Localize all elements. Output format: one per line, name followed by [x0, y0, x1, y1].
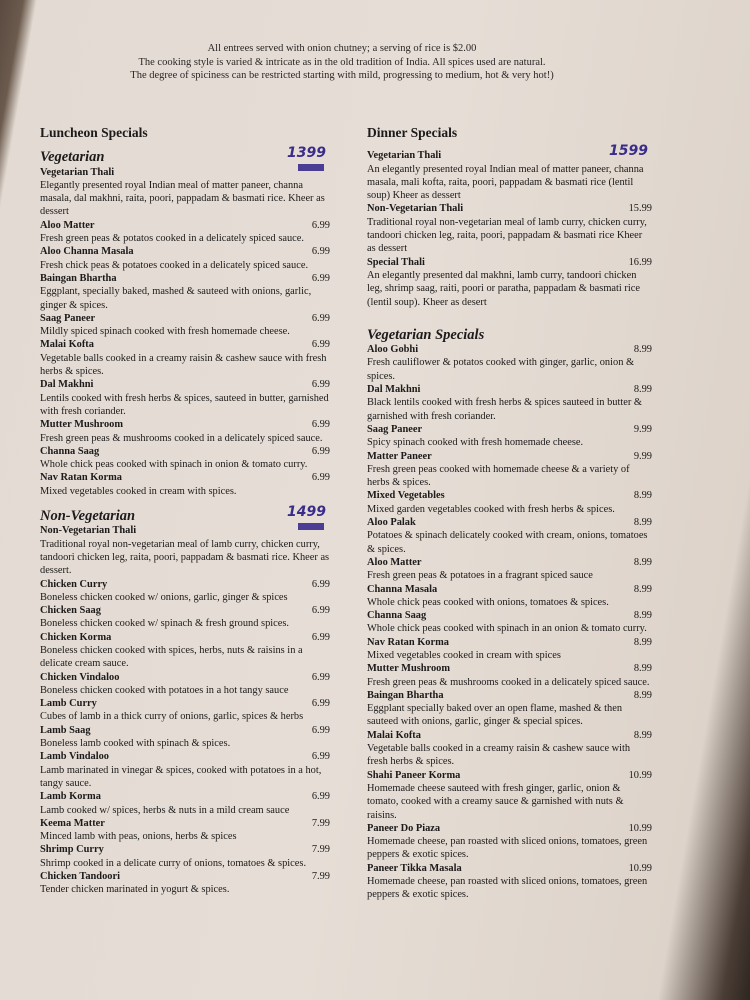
menu-item [367, 822, 652, 862]
item-price: 15.99 [628, 203, 652, 215]
item-name: Chicken Curry [40, 578, 108, 590]
item-price: 8.99 [633, 556, 652, 568]
section-title: Dinner Specials [367, 125, 458, 140]
item-name: Channa Masala [367, 583, 438, 595]
menu-item [367, 862, 652, 902]
menu-item [367, 769, 652, 822]
item-description: Boneless chicken cooked w/ onions, garlic, ginger & spices [40, 591, 288, 603]
item-name: Shrimp Curry [40, 844, 104, 856]
item-price: 6.99 [311, 578, 330, 590]
menu-item [40, 870, 330, 897]
item-name: Malai Kofta [40, 339, 94, 351]
handwritten-price: 1399 [287, 145, 326, 162]
item-price: 6.99 [311, 419, 330, 431]
category-heading: Non-Vegetarian 1499 [40, 510, 330, 523]
item-description: Homemade cheese sauteed with fresh ginger, garlic, onion & tomato, cooked with a creamy sauce & garnished with nuts & raisins. [367, 782, 624, 821]
menu-item [40, 578, 330, 605]
item-price: 6.99 [311, 472, 330, 484]
menu-item [367, 609, 652, 636]
item-name: Lamb Curry [40, 698, 97, 710]
item-description: Cubes of lamb in a thick curry of onions, garlic, spices & herbs [40, 711, 304, 723]
item-name: Paneer Tikka Masala [367, 862, 462, 874]
item-description: Fresh green peas & mushrooms cooked in a delicately spiced sauce. [40, 432, 323, 444]
dinner-specials-column [367, 126, 652, 902]
menu-item [40, 671, 330, 698]
item-name: Baingan Bhartha [367, 689, 444, 701]
item-name: Baingan Bhartha [40, 272, 117, 284]
item-description: Spicy spinach cooked with fresh homemade cheese. [367, 437, 584, 449]
item-name: Aloo Gobhi [367, 344, 419, 356]
menu-item [367, 662, 652, 689]
menu-item [40, 697, 330, 724]
item-description: Whole chick peas cooked with spinach in onion & tomato curry. [40, 459, 308, 471]
item-name: Saag Paneer [40, 312, 96, 324]
item-name: Chicken Tandoori [40, 871, 120, 883]
item-name: Saag Paneer [367, 423, 423, 435]
item-name: Mutter Mushroom [367, 663, 451, 675]
item-price: 8.99 [633, 583, 652, 595]
item-description: Lentils cooked with fresh herbs & spices, sauteed in butter, garnished with fresh coriander. [40, 392, 329, 417]
item-description: Fresh green peas & potatoes in a fragrant spiced sauce [367, 570, 593, 582]
menu-item [40, 378, 330, 418]
item-description: Traditional royal non-vegetarian meal of lamb curry, chicken curry, tandoori chicken leg, raita, poori, pappadam & basmati rice. Kheer as dessert. [40, 538, 330, 577]
item-description: Boneless chicken cooked with potatoes in a hot tangy sauce [40, 684, 289, 696]
menu-item [367, 149, 652, 202]
item-description: Vegetable balls cooked in a creamy raisin & cashew sauce with fresh herbs & spices. [40, 352, 327, 378]
item-name: Dal Makhni [367, 384, 421, 396]
item-name: Channa Saag [367, 610, 427, 622]
item-price: 6.99 [311, 246, 330, 258]
item-name: Mutter Mushroom [40, 419, 124, 431]
item-price: 8.99 [633, 490, 652, 502]
item-price: 8.99 [633, 384, 652, 396]
item-description: Elegantly presented royal Indian meal of matter paneer, channa masala, dal makhni, raita, poori, pappadam & basmati rice. Kheer as dessert [40, 179, 325, 218]
item-name: Paneer Do Piaza [367, 822, 441, 834]
item-name: Malai Kofta [367, 729, 421, 741]
item-name: Aloo Channa Masala [40, 246, 134, 258]
menu-item [40, 724, 330, 751]
item-price: 7.99 [311, 844, 330, 856]
item-name: Chicken Saag [40, 605, 101, 617]
item-description: Homemade cheese, pan roasted with sliced onions, tomatoes, green peppers & exotic spices. [367, 876, 648, 901]
menu-item [367, 383, 652, 423]
item-name: Shahi Paneer Korma [367, 769, 461, 781]
item-price: 9.99 [633, 423, 652, 435]
menu-page [22, 0, 712, 1000]
item-name: Chicken Vindaloo [40, 671, 120, 683]
menu-item [40, 418, 330, 445]
menu-item [367, 689, 652, 729]
item-name: Vegetarian Thali [367, 150, 442, 162]
menu-item [367, 516, 652, 556]
item-price: 6.99 [311, 631, 330, 643]
item-description: Mixed vegetables cooked in cream with spices [367, 649, 561, 661]
item-description: Black lentils cooked with fresh herbs & spices sauteed in butter & garnished with fresh coriander. [367, 397, 642, 422]
section-title: Luncheon Specials [40, 125, 148, 140]
item-name: Mixed Vegetables [367, 490, 445, 502]
category-heading: Vegetarian 1399 [40, 151, 330, 164]
item-price: 8.99 [633, 610, 652, 622]
menu-item [367, 343, 652, 383]
menu-item [367, 202, 652, 255]
item-price: 9.99 [633, 450, 652, 462]
menu-item [40, 445, 330, 472]
menu-item [40, 219, 330, 246]
item-name: Non-Vegetarian Thali [367, 203, 464, 215]
item-name: Keema Matter [40, 817, 105, 829]
menu-header-notes [22, 42, 662, 83]
item-description: Shrimp cooked in a delicate curry of onions, tomatoes & spices. [40, 857, 307, 869]
menu-item [40, 312, 330, 339]
item-name: Aloo Matter [40, 219, 95, 231]
item-description: Boneless lamb cooked with spinach & spices. [40, 738, 231, 750]
item-name: Nav Ratan Korma [40, 472, 122, 484]
item-price: 6.99 [311, 724, 330, 736]
menu-item [40, 631, 330, 671]
item-price: 6.99 [311, 605, 330, 617]
item-name: Special Thali [367, 256, 425, 268]
item-price: 6.99 [311, 379, 330, 391]
item-name: Lamb Korma [40, 791, 101, 803]
item-description: Mixed vegetables cooked in cream with spices. [40, 485, 237, 497]
item-price: 7.99 [311, 871, 330, 883]
item-price: 6.99 [311, 219, 330, 231]
item-name: Chicken Korma [40, 631, 112, 643]
item-name: Nav Ratan Korma [367, 636, 449, 648]
item-price: 6.99 [311, 698, 330, 710]
item-description: Tender chicken marinated in yogurt & spices. [40, 884, 230, 896]
menu-item [40, 843, 330, 870]
item-description: An elegantly presented royal Indian meal of matter paneer, channa masala, mali kofta, raita, poori, pappadam & basmati rice (lentil soup) Kheer as dessert [367, 163, 644, 202]
item-price: 6.99 [311, 445, 330, 457]
item-price: 8.99 [633, 663, 652, 675]
category-heading: Vegetarian Specials [367, 326, 485, 343]
item-price: 16.99 [628, 256, 652, 268]
header-note: The cooking style is varied & intricate as in the old tradition of India. All spices used are natural. [138, 56, 546, 68]
item-description: Fresh chick peas & potatoes cooked in a delicately spiced sauce. [40, 259, 309, 271]
item-price: 8.99 [633, 344, 652, 356]
item-price: 6.99 [311, 339, 330, 351]
item-description: Eggplant, specially baked, mashed & sauteed with onions, garlic, ginger & spices. [40, 286, 312, 311]
item-description: Lamb marinated in vinegar & spices, cooked with potatoes in a hot, tangy sauce. [40, 764, 322, 789]
header-note: The degree of spiciness can be restricted starting with mild, progressing to medium, hot & very hot!) [130, 70, 554, 81]
luncheon-specials-column [40, 126, 330, 897]
item-price: 6.99 [311, 671, 330, 683]
item-price: 10.99 [628, 769, 652, 781]
item-description: Lamb cooked w/ spices, herbs & nuts in a mild cream sauce [40, 804, 290, 816]
menu-item [40, 790, 330, 817]
menu-item [367, 489, 652, 516]
menu-item [367, 423, 652, 450]
menu-item [40, 245, 330, 272]
menu-item [367, 450, 652, 490]
item-price: 8.99 [633, 689, 652, 701]
item-name: Matter Paneer [367, 450, 432, 462]
header-note: All entrees served with onion chutney; a serving of rice is $2.00 [207, 43, 477, 54]
item-description: Fresh green peas & potatos cooked in a delicately spiced sauce. [40, 233, 305, 245]
item-description: Vegetable balls cooked in a creamy raisin & cashew sauce with fresh herbs & spices. [367, 743, 631, 768]
item-description: Mildly spiced spinach cooked with fresh homemade cheese. [40, 326, 290, 338]
item-description: Minced lamb with peas, onions, herbs & spices [40, 831, 237, 843]
item-name: Non-Vegetarian Thali [40, 525, 137, 537]
item-description: Homemade cheese, pan roasted with sliced onions, tomatoes, green peppers & exotic spices. [367, 836, 648, 861]
item-price: 6.99 [311, 312, 330, 324]
menu-item [367, 583, 652, 610]
item-price: 6.99 [311, 791, 330, 803]
item-price: 10.99 [628, 862, 652, 874]
item-name: Lamb Saag [40, 724, 91, 736]
item-description: Fresh cauliflower & potatos cooked with ginger, garlic, onion & spices. [367, 357, 635, 382]
item-name: Vegetarian Thali [40, 166, 115, 178]
menu-item [40, 272, 330, 312]
item-price: 10.99 [628, 822, 652, 834]
item-price: 7.99 [311, 817, 330, 829]
item-description: Boneless chicken cooked with spices, herbs, nuts & raisins in a delicate cream sauce. [40, 644, 303, 670]
item-description: An elegantly presented dal makhni, lamb curry, tandoori chicken leg, shrimp saag, raiti, poori or paratha, pappadam & basmati rice (lentil soup). Kheer as desert [367, 269, 640, 308]
item-price: 8.99 [633, 636, 652, 648]
item-price: 6.99 [311, 272, 330, 284]
item-price: 8.99 [633, 729, 652, 741]
item-price: 6.99 [311, 751, 330, 763]
item-name: Lamb Vindaloo [40, 751, 110, 763]
item-name: Aloo Matter [367, 556, 422, 568]
item-description: Whole chick peas cooked with spinach in an onion & tomato curry. [367, 623, 647, 635]
menu-item [367, 636, 652, 663]
item-price: 8.99 [633, 517, 652, 529]
menu-item [367, 256, 652, 309]
menu-item [367, 556, 652, 583]
menu-item [367, 729, 652, 769]
handwritten-price: 1599 [609, 143, 648, 160]
handwritten-price: 1499 [287, 504, 326, 521]
menu-item [40, 338, 330, 378]
item-description: Boneless chicken cooked w/ spinach & fresh ground spices. [40, 618, 290, 630]
item-description: Mixed garden vegetables cooked with fresh herbs & spices. [367, 503, 615, 515]
item-description: Fresh green peas & mushrooms cooked in a delicately spiced sauce. [367, 676, 650, 688]
item-name: Aloo Palak [367, 517, 416, 529]
item-description: Traditional royal non-vegetarian meal of lamb curry, chicken curry, tandoori chicken leg, raita, poori, pappadam & basmati rice Kheer as dessert [367, 216, 647, 255]
menu-item [40, 604, 330, 631]
item-name: Dal Makhni [40, 379, 94, 391]
menu-item [40, 166, 330, 219]
item-description: Fresh green peas cooked with homemade cheese & a variety of herbs & spices. [367, 463, 630, 489]
item-description: Potatoes & spinach delicately cooked with cream, onions, tomatoes & spices. [367, 530, 648, 555]
menu-item [40, 471, 330, 498]
item-description: Eggplant specially baked over an open flame, mashed & then sauteed with onions, garlic, ginger & special spices. [367, 703, 623, 728]
item-description: Whole chick peas cooked with onions, tomatoes & spices. [367, 596, 609, 608]
menu-item [40, 524, 330, 577]
item-name: Channa Saag [40, 445, 100, 457]
menu-item [40, 817, 330, 844]
menu-item [40, 750, 330, 790]
